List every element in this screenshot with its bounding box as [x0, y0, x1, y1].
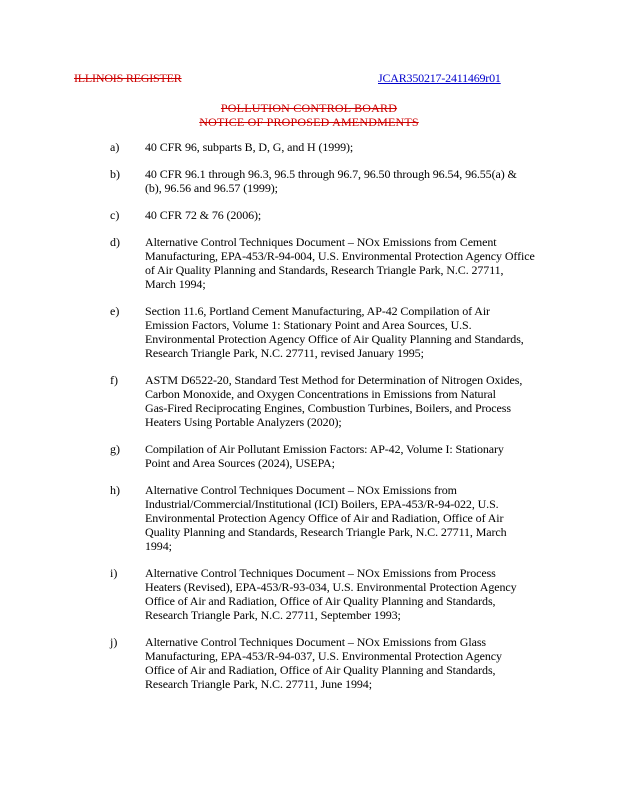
item-text — [145, 208, 585, 222]
item-label: b) — [110, 167, 120, 181]
item-text-line: ASTM D6522-20, Standard Test Method for Determination of Nitrogen Oxides, — [145, 373, 523, 387]
register-header: ILLINOIS REGISTER — [74, 71, 182, 85]
item-text-line: of Air Quality Planning and Standards, Research Triangle Park, N.C. 27711, — [145, 263, 504, 277]
list-item — [0, 566, 618, 622]
item-text-line: 1994; — [145, 539, 172, 553]
notice-title: NOTICE OF PROPOSED AMENDMENTS — [199, 115, 419, 129]
item-text — [145, 483, 585, 553]
item-text-line: Manufacturing, EPA-453/R-94-037, U.S. Environmental Protection Agency — [145, 649, 502, 663]
item-text-line: Manufacturing, EPA-453/R-94-004, U.S. Environmental Protection Agency Office — [145, 249, 535, 263]
item-text-line: Alternative Control Techniques Document – NOx Emissions from Cement — [145, 235, 497, 249]
board-title: POLLUTION CONTROL BOARD — [220, 101, 398, 115]
item-text-line: Research Triangle Park, N.C. 27711, revised January 1995; — [145, 346, 424, 360]
jcar-reference-link[interactable]: JCAR350217-2411469r01 — [378, 71, 501, 85]
item-text-line: 40 CFR 96.1 through 96.3, 96.5 through 96.7, 96.50 through 96.54, 96.55(a) & — [145, 167, 517, 181]
item-text-line: March 1994; — [145, 277, 206, 291]
item-text-line: Alternative Control Techniques Document – NOx Emissions from — [145, 483, 457, 497]
item-label: g) — [110, 442, 120, 456]
item-label: f) — [110, 373, 118, 387]
item-label: c) — [110, 208, 120, 222]
item-label: j) — [110, 635, 118, 649]
item-label: d) — [110, 235, 120, 249]
item-text-line: Point and Area Sources (2024), USEPA; — [145, 456, 335, 470]
list-item — [0, 373, 618, 429]
item-text-line: Carbon Monoxide, and Oxygen Concentrations in Emissions from Natural — [145, 387, 496, 401]
list-item — [0, 140, 618, 154]
item-text-line: Research Triangle Park, N.C. 27711, September 1993; — [145, 608, 401, 622]
item-label: h) — [110, 483, 120, 497]
item-text — [145, 167, 585, 195]
item-text-line: Gas-Fired Reciprocating Engines, Combustion Turbines, Boilers, and Process — [145, 401, 511, 415]
item-label: e) — [110, 304, 120, 318]
item-text-line: Office of Air and Radiation, Office of Air Quality Planning and Standards, — [145, 594, 496, 608]
list-item — [0, 208, 618, 222]
item-text-line: Quality Planning and Standards, Research Triangle Park, N.C. 27711, March — [145, 525, 507, 539]
item-label: i) — [110, 566, 118, 580]
item-text — [145, 442, 585, 470]
item-text — [145, 373, 585, 429]
item-text — [145, 566, 585, 622]
item-text — [145, 140, 585, 154]
item-text-line: Alternative Control Techniques Document – NOx Emissions from Glass — [145, 635, 486, 649]
list-item — [0, 304, 618, 360]
item-text-line: (b), 96.56 and 96.57 (1999); — [145, 181, 278, 195]
item-text-line: Compilation of Air Pollutant Emission Factors: AP-42, Volume I: Stationary — [145, 442, 504, 456]
item-label: a) — [110, 140, 120, 154]
list-item — [0, 635, 618, 691]
item-text-line: Office of Air and Radiation, Office of Air Quality Planning and Standards, — [145, 663, 496, 677]
item-text — [145, 235, 585, 291]
item-text-line: Heaters (Revised), EPA-453/R-93-034, U.S. Environmental Protection Agency — [145, 580, 517, 594]
list-item — [0, 483, 618, 553]
item-text — [145, 304, 585, 360]
item-text-line: Alternative Control Techniques Document – NOx Emissions from Process — [145, 566, 496, 580]
list-item — [0, 235, 618, 291]
item-text-line: Environmental Protection Agency Office of Air Quality Planning and Standards, — [145, 332, 524, 346]
item-text — [145, 635, 585, 691]
item-text-line: Environmental Protection Agency Office of Air and Radiation, Office of Air — [145, 511, 504, 525]
item-text-line: Industrial/Commercial/Institutional (ICI) Boilers, EPA-453/R-94-022, U.S. — [145, 497, 499, 511]
item-text-line: Emission Factors, Volume 1: Stationary Point and Area Sources, U.S. — [145, 318, 472, 332]
item-text-line: Section 11.6, Portland Cement Manufacturing, AP-42 Compilation of Air — [145, 304, 490, 318]
item-text-line: Research Triangle Park, N.C. 27711, June 1994; — [145, 677, 372, 691]
reference-list — [0, 140, 618, 704]
item-text-line: 40 CFR 72 & 76 (2006); — [145, 208, 262, 222]
list-item — [0, 167, 618, 195]
list-item — [0, 442, 618, 470]
item-text-line: 40 CFR 96, subparts B, D, G, and H (1999); — [145, 140, 354, 154]
item-text-line: Heaters Using Portable Analyzers (2020); — [145, 415, 342, 429]
